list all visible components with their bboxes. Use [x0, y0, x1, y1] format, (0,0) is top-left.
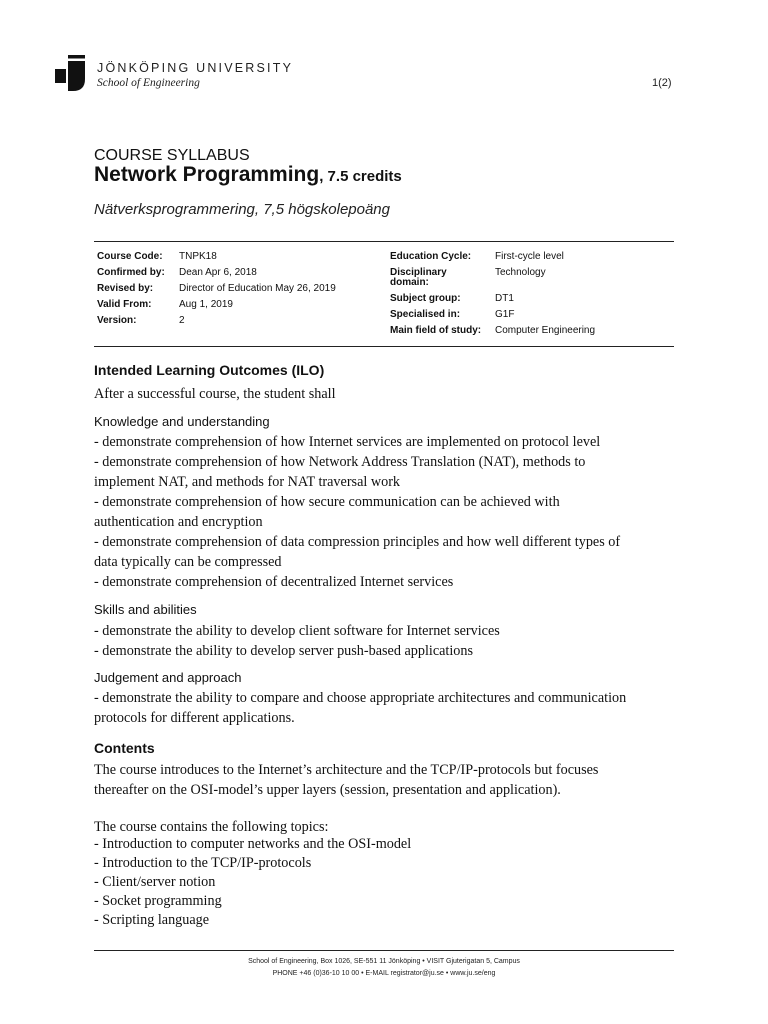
- divider-top: [94, 241, 674, 242]
- meta-row: [97, 313, 185, 329]
- course-title: [94, 163, 402, 187]
- meta-row: [97, 297, 233, 313]
- meta-value: TNPK18: [179, 251, 217, 262]
- meta-label: Valid From:: [97, 299, 152, 310]
- meta-label: Course Code:: [97, 251, 163, 262]
- meta-label: Subject group:: [390, 293, 461, 304]
- meta-value: Dean Apr 6, 2018: [179, 267, 257, 278]
- meta-row: [97, 281, 336, 297]
- ilo-heading: Intended Learning Outcomes (ILO): [94, 362, 325, 378]
- list-item: - demonstrate comprehension of how Network Address Translation (NAT), methods to: [94, 454, 586, 470]
- university-name: JÖNKÖPING UNIVERSITY: [97, 61, 294, 75]
- course-title-swedish: Nätverksprogrammering, 7,5 högskolepoäng: [94, 201, 390, 218]
- skills-heading: Skills and abilities: [94, 602, 197, 617]
- meta-label-line: Disciplinary: [390, 267, 447, 278]
- list-item: - Client/server notion: [94, 874, 216, 890]
- list-item: - demonstrate comprehension of data compression principles and how well different types of: [94, 534, 621, 550]
- meta-row: [390, 291, 514, 307]
- list-item: protocols for different applications.: [94, 710, 295, 726]
- university-logo: [55, 55, 85, 91]
- list-item: - Scripting language: [94, 912, 210, 928]
- meta-row: [390, 323, 596, 339]
- judgement-heading: Judgement and approach: [94, 670, 242, 685]
- meta-row: [390, 249, 564, 265]
- list-item: - Introduction to the TCP/IP-protocols: [94, 855, 312, 871]
- divider-footer: [94, 950, 674, 951]
- paragraph-line: The course introduces to the Internet’s architecture and the TCP/IP-protocols but focuses: [94, 762, 599, 778]
- meta-value: Director of Education May 26, 2019: [179, 283, 336, 294]
- meta-value: DT1: [495, 293, 514, 304]
- list-item: implement NAT, and methods for NAT traversal work: [94, 474, 401, 490]
- meta-value: Aug 1, 2019: [179, 299, 233, 310]
- meta-label: Specialised in:: [390, 309, 461, 320]
- paragraph-line: thereafter on the OSI-model’s upper layers (session, presentation and application).: [94, 782, 561, 798]
- course-credits: , 7.5 credits: [319, 168, 402, 185]
- ilo-intro: After a successful course, the student shall: [94, 386, 336, 402]
- meta-label: [390, 265, 447, 288]
- page-number: 1(2): [652, 77, 672, 89]
- list-item: - demonstrate the ability to develop server push-based applications: [94, 643, 474, 659]
- contents-heading: Contents: [94, 740, 155, 756]
- meta-row: [390, 307, 515, 323]
- list-item: - demonstrate comprehension of decentralized Internet services: [94, 574, 454, 590]
- course-name: Network Programming: [94, 163, 320, 186]
- meta-value: 2: [179, 315, 185, 326]
- meta-value: Computer Engineering: [495, 325, 596, 336]
- skills-list: [94, 621, 674, 661]
- list-item: authentication and encryption: [94, 514, 263, 530]
- footer-address: School of Engineering, Box 1026, SE-551 11 Jönköping • VISIT Gjuterigatan 5, Campus: [248, 958, 520, 965]
- meta-label-line: domain:: [390, 277, 429, 288]
- meta-label: Version:: [97, 315, 137, 326]
- meta-row: [390, 265, 546, 288]
- meta-value: First-cycle level: [495, 251, 564, 262]
- judgement-list: [94, 688, 674, 728]
- meta-label: Revised by:: [97, 283, 154, 294]
- meta-value: Technology: [495, 267, 546, 278]
- meta-row: [97, 249, 217, 265]
- knowledge-heading: Knowledge and understanding: [94, 414, 270, 429]
- divider-middle: [94, 346, 674, 347]
- school-name: School of Engineering: [97, 77, 200, 89]
- meta-label: Main field of study:: [390, 325, 482, 336]
- footer-contact: PHONE +46 (0)36-10 10 00 • E-MAIL registrator@ju.se • www.ju.se/eng: [272, 970, 496, 977]
- list-item: - Introduction to computer networks and the OSI-model: [94, 836, 412, 852]
- meta-label: Education Cycle:: [390, 251, 472, 262]
- list-item: data typically can be compressed: [94, 554, 282, 570]
- meta-label: Confirmed by:: [97, 267, 165, 278]
- knowledge-list: [94, 432, 674, 592]
- list-item: - demonstrate the ability to compare and choose appropriate architectures and communication: [94, 690, 627, 706]
- document-type: COURSE SYLLABUS: [94, 147, 250, 164]
- topics-list: [94, 835, 674, 930]
- list-item: - Socket programming: [94, 893, 222, 909]
- list-item: - demonstrate comprehension of how Internet services are implemented on protocol level: [94, 434, 601, 450]
- meta-value: G1F: [495, 309, 515, 320]
- contents-intro: [94, 760, 674, 800]
- topics-intro: The course contains the following topics:: [94, 819, 329, 835]
- list-item: - demonstrate comprehension of how secure communication can be achieved with: [94, 494, 560, 510]
- meta-row: [97, 265, 257, 281]
- list-item: - demonstrate the ability to develop client software for Internet services: [94, 623, 500, 639]
